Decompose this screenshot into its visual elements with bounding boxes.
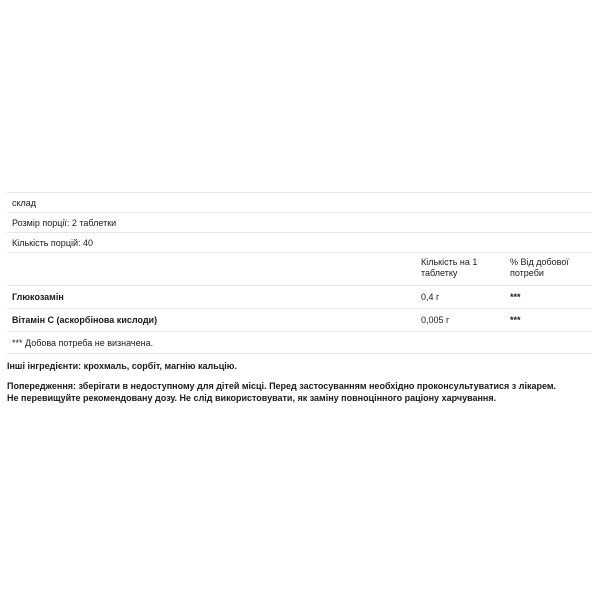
panel-title-row <box>7 192 592 212</box>
column-header-amount: Кількість на 1 таблетку <box>421 257 478 278</box>
footnote: *** Добова потреба не визначена. <box>12 338 154 348</box>
other-ingredients: Інші інгредієнти: крохмаль, сорбіт, магнію кальцію. <box>7 361 237 371</box>
column-header-daily-value: % Від добової потреби <box>510 257 569 278</box>
table-row <box>7 285 592 308</box>
table-header-row <box>7 252 592 285</box>
panel-bottom-divider <box>7 353 592 354</box>
nutrient-name: Вітамін С (аскорбінова кислоди) <box>12 315 158 325</box>
servings-count: Кількість порцій: 40 <box>12 238 94 248</box>
footnote-row <box>7 331 592 353</box>
nutrient-amount: 0,4 г <box>421 292 440 302</box>
servings-row <box>7 232 592 252</box>
serving-size-row <box>7 212 592 232</box>
panel-title: склад <box>12 198 37 208</box>
nutrient-daily-value: *** <box>510 292 521 302</box>
nutrient-name: Глюкозамін <box>12 292 64 302</box>
warning-line-1: Попередження: зберігати в недоступному для дітей місці. Перед застосуванням необхідно проконсультуватися з лікарем. <box>7 381 557 391</box>
table-row <box>7 308 592 331</box>
nutrient-amount: 0,005 г <box>421 315 450 325</box>
supplement-facts-panel <box>7 192 592 354</box>
nutrient-daily-value: *** <box>510 315 521 325</box>
warning-text <box>7 381 592 404</box>
serving-size: Розмір порції: 2 таблетки <box>12 218 117 228</box>
warning-line-2: Не перевищуйте рекомендовану дозу. Не слід використовувати, як заміну повноцінного раціону харчування. <box>7 392 497 403</box>
